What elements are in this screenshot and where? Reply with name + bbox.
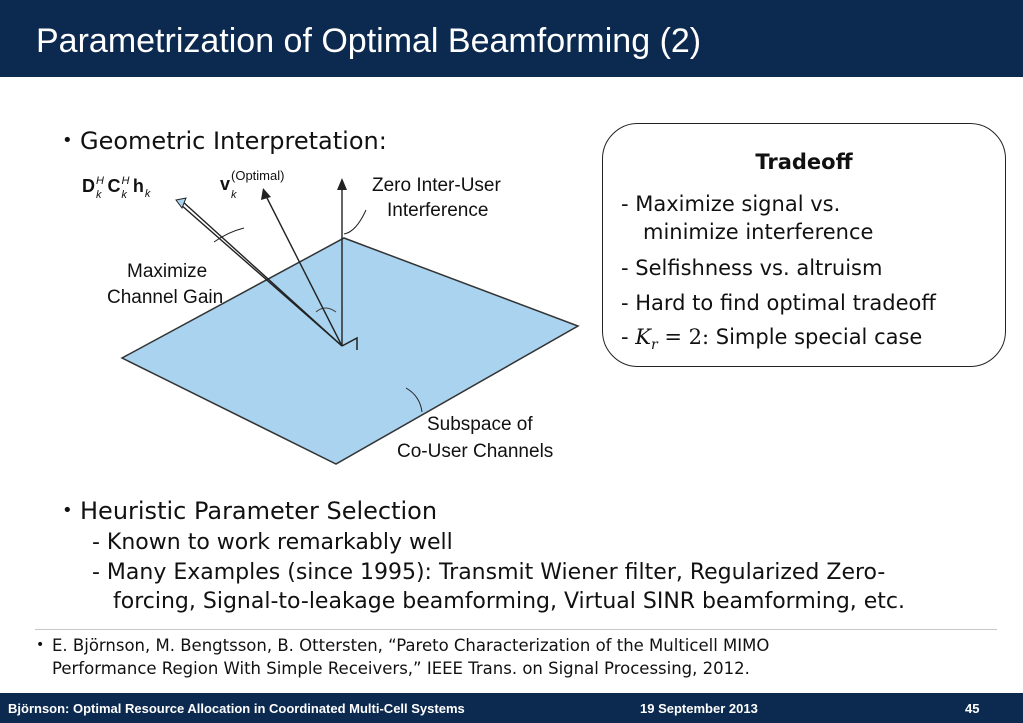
zero-interference-label-2: Interference (387, 200, 489, 221)
slide-footer (0, 693, 1023, 723)
beamforming-diagram (70, 160, 600, 475)
reference-line-1: E. Björnson, M. Bengtsson, B. Ottersten, “Pareto Characterization of the Multicell MIMO (52, 636, 770, 655)
heuristic-item: forcing, Signal-to-leakage beamforming, Virtual SINR beamforming, etc. (113, 589, 906, 614)
tradeoff-title: Tradeoff (755, 150, 853, 174)
footer-presenter: Björnson: Optimal Resource Allocation in Coordinated Multi-Cell Systems (8, 701, 465, 716)
optimal-vector-label: $v_k$ (220, 174, 237, 201)
heuristic-item: - Many Examples (since 1995): Transmit Wiener filter, Regularized Zero- (92, 560, 886, 585)
tradeoff-box (602, 123, 1006, 367)
reference-bullet-icon: • (36, 637, 45, 653)
zero-interference-vector-head (337, 178, 347, 190)
tradeoff-item: - Maximize signal vs. (621, 192, 841, 216)
channel-vector-head (176, 198, 186, 208)
bullet-geometric (62, 127, 387, 155)
tradeoff-item: - Selfishness vs. altruism (621, 256, 883, 280)
slide-title: Parametrization of Optimal Beamforming (2) (36, 22, 702, 60)
kr-formula: $K_r = 2$: (635, 325, 710, 354)
zero-interference-label-1: Zero Inter-User (372, 175, 501, 196)
bullet-heuristic (62, 497, 437, 525)
channel-vector-label: $D^H$ k $C^H$ k $h_k$ (82, 175, 151, 201)
channel-gain-label-2: Channel Gain (107, 287, 224, 308)
reference-line-2: Performance Region With Simple Receivers,” IEEE Trans. on Signal Processing, 2012. (52, 659, 750, 678)
footer-page-number: 45 (965, 701, 980, 716)
channel-gain-label-1: Maximize (127, 261, 208, 282)
optimal-superscript: (Optimal) (231, 168, 285, 183)
reference-divider (35, 629, 997, 630)
tradeoff-item: minimize interference (643, 220, 874, 244)
bullet-dot-icon: • (62, 500, 73, 521)
bullet-dot-icon: • (62, 130, 73, 151)
heuristic-item: - Known to work remarkably well (92, 530, 453, 555)
subspace-label-1: Subspace of (427, 414, 533, 435)
optimal-vector-head (261, 188, 271, 200)
footer-date: 19 September 2013 (640, 701, 758, 716)
subspace-label-2: Co-User Channels (397, 441, 554, 462)
tradeoff-item: - Hard to find optimal tradeoff (621, 291, 936, 315)
slide-header (0, 0, 1023, 77)
bullet-geometric-text: Geometric Interpretation: (80, 127, 387, 155)
bullet-heuristic-text: Heuristic Parameter Selection (80, 497, 438, 525)
tradeoff-item-special-case: - $K_r = 2$: Simple special case (621, 325, 923, 354)
callout-zero-interference (344, 210, 366, 234)
